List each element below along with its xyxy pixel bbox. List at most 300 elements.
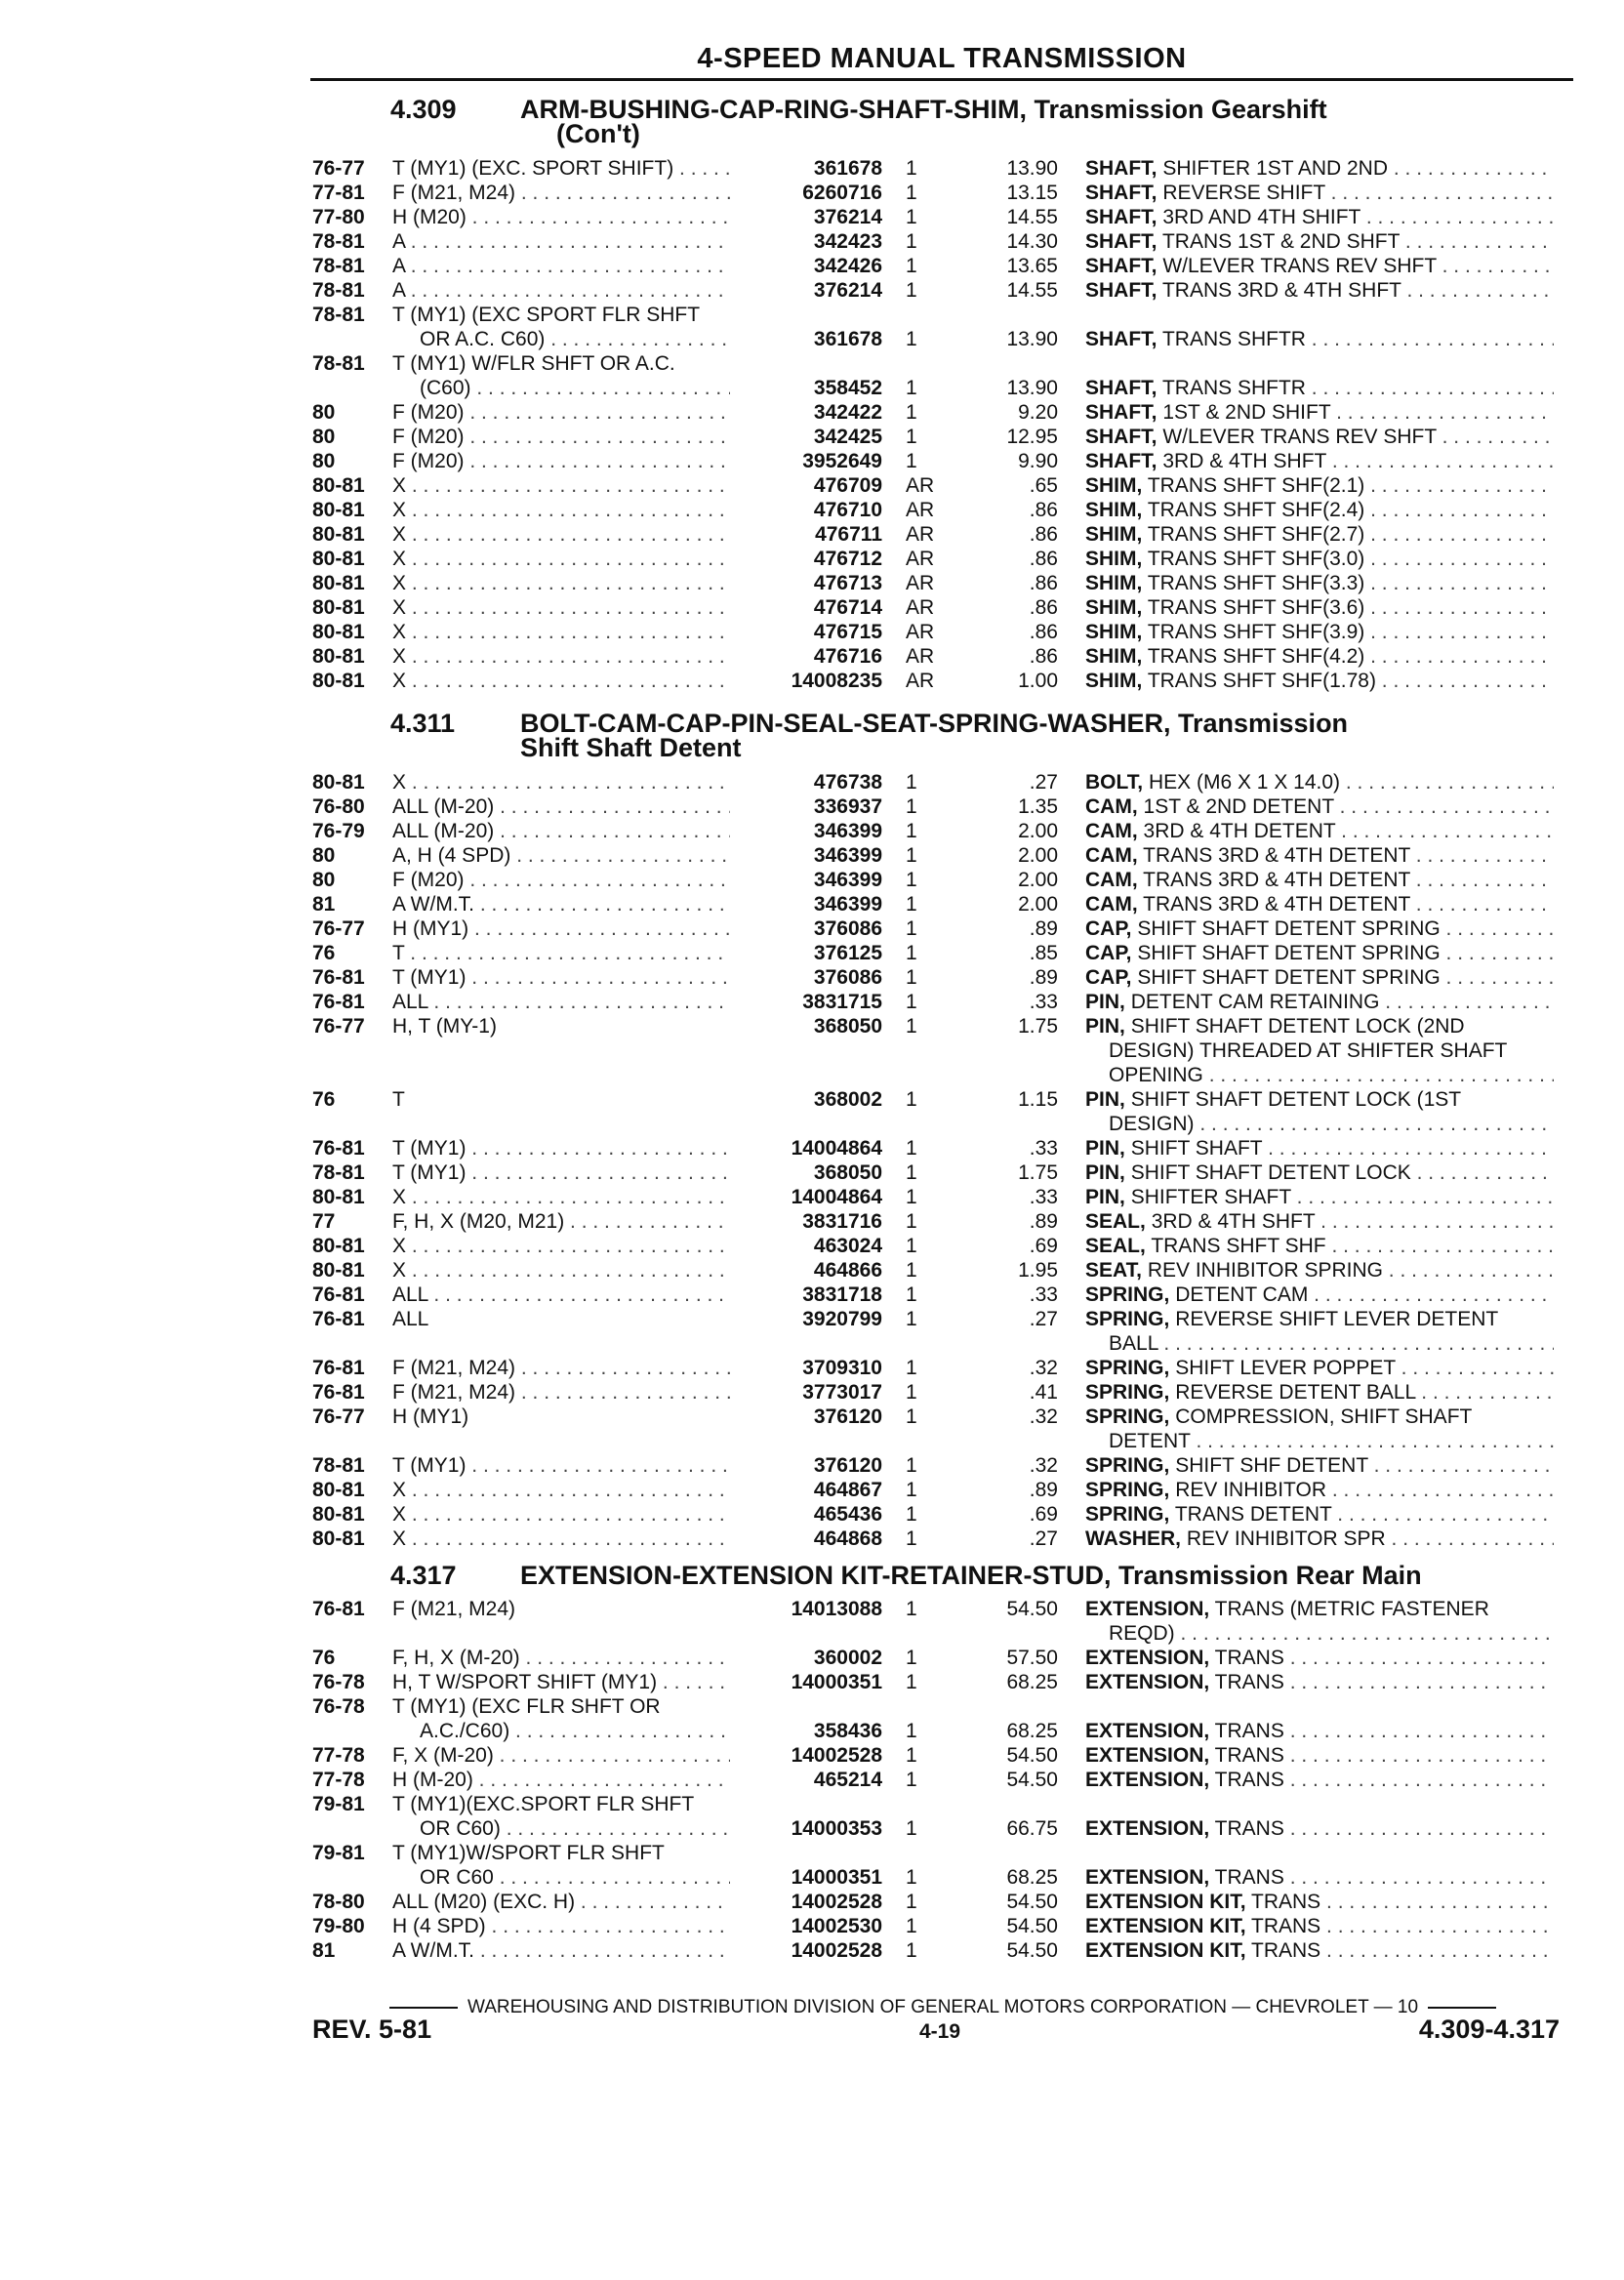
price: .86 xyxy=(1029,621,1058,643)
part-detail: TRANS xyxy=(1214,1720,1284,1742)
table-row xyxy=(0,794,1624,819)
part-description-text xyxy=(1085,328,1554,350)
model-usage-text: T (MY1) (EXC. SPORT SHIFT) . . . xyxy=(392,157,742,180)
part-detail: SHIFT SHAFT xyxy=(1130,1137,1263,1160)
page-number: 4-19 xyxy=(919,2020,961,2043)
part-number: 3709310 xyxy=(730,1356,882,1380)
part-description xyxy=(1085,571,1554,595)
model-usage xyxy=(392,1405,742,1429)
price: 2.00 xyxy=(1018,893,1058,916)
model-usage xyxy=(420,1719,769,1743)
table-row xyxy=(0,1356,1624,1380)
table-row xyxy=(0,303,1624,327)
part-detail: SHIFT SHAFT DETENT LOCK (1ST xyxy=(1130,1088,1462,1111)
part-detail: W/LEVER TRANS REV SHFT xyxy=(1162,426,1437,448)
part-name: PIN, xyxy=(1085,1137,1125,1160)
table-row xyxy=(0,1014,1624,1038)
price: .86 xyxy=(1029,523,1058,546)
part-description xyxy=(1085,1185,1554,1209)
table-row xyxy=(0,1136,1624,1160)
table-row xyxy=(0,473,1624,498)
part-description-text xyxy=(1109,1332,1554,1355)
price: .86 xyxy=(1029,596,1058,619)
part-detail: TRANS (METRIC FASTENER xyxy=(1214,1598,1489,1620)
table-row xyxy=(0,1792,1624,1816)
part-number: 476738 xyxy=(730,770,882,794)
part-number: 14002528 xyxy=(730,1890,882,1914)
part-name: CAM, xyxy=(1085,869,1138,891)
part-name: SHAFT, xyxy=(1085,450,1157,472)
model-year: 76-81 xyxy=(312,1381,365,1404)
quantity: 1 xyxy=(906,869,917,891)
part-description xyxy=(1109,1063,1554,1087)
price: .27 xyxy=(1029,771,1058,794)
part-description-text xyxy=(1085,1479,1554,1501)
quantity: AR xyxy=(906,670,935,692)
part-description-text xyxy=(1085,966,1554,989)
part-detail: TRANS 1ST & 2ND SHFT xyxy=(1161,230,1401,253)
part-description xyxy=(1085,449,1554,473)
part-number: 342423 xyxy=(730,229,882,254)
part-description-text xyxy=(1085,1283,1554,1306)
part-description-text xyxy=(1085,1939,1554,1962)
table-row xyxy=(0,1478,1624,1502)
part-name: CAP, xyxy=(1085,966,1132,989)
part-description xyxy=(1085,400,1554,425)
footer-dash-left xyxy=(389,2007,458,2009)
part-name: SEAT, xyxy=(1085,1259,1142,1282)
part-number: 476710 xyxy=(730,498,882,522)
model-usage xyxy=(392,965,742,990)
part-description-text xyxy=(1085,279,1554,302)
quantity: 1 xyxy=(906,1357,917,1379)
price: 13.90 xyxy=(1006,328,1058,350)
part-number: 476712 xyxy=(730,547,882,571)
model-year: 80-81 xyxy=(312,670,365,692)
part-detail: DETENT xyxy=(1109,1430,1191,1452)
part-detail: W/LEVER TRANS REV SHFT xyxy=(1162,255,1437,277)
part-description-text xyxy=(1085,1357,1554,1379)
part-detail: SHIFT SHF DETENT xyxy=(1175,1454,1368,1477)
price: .33 xyxy=(1029,991,1058,1013)
part-description-text xyxy=(1085,942,1554,964)
part-description-text xyxy=(1085,893,1554,916)
part-description xyxy=(1109,1621,1554,1646)
part-name: SHIM, xyxy=(1085,670,1143,692)
part-description-text xyxy=(1085,426,1554,448)
model-usage-text: H (MY1) xyxy=(392,1405,469,1428)
model-usage-text: T (MY1)(EXC.SPORT FLR SHFT xyxy=(392,1793,695,1815)
quantity: 1 xyxy=(906,991,917,1013)
part-description xyxy=(1085,843,1554,868)
part-number: 14000351 xyxy=(730,1670,882,1694)
model-usage-text: X . . . xyxy=(392,596,742,619)
quantity: AR xyxy=(906,621,935,643)
part-description xyxy=(1085,669,1554,693)
quantity: AR xyxy=(906,548,935,570)
part-detail: REV INHIBITOR SPR xyxy=(1186,1527,1386,1550)
price: .86 xyxy=(1029,645,1058,668)
part-number: 336937 xyxy=(730,794,882,819)
part-description xyxy=(1085,156,1554,181)
model-usage-text: ALL (M-20) . . . xyxy=(392,795,742,818)
part-description xyxy=(1085,1380,1554,1405)
part-name: SPRING, xyxy=(1085,1357,1170,1379)
part-detail: SHIFTER SHAFT xyxy=(1130,1186,1291,1208)
price: .33 xyxy=(1029,1137,1058,1160)
table-row xyxy=(0,892,1624,916)
table-row xyxy=(0,1719,1624,1743)
quantity: 1 xyxy=(906,328,917,350)
part-detail: TRANS xyxy=(1251,1939,1321,1962)
model-usage-text: F (M20) . . . xyxy=(392,450,742,472)
price: 1.15 xyxy=(1018,1088,1058,1111)
part-number: 463024 xyxy=(730,1234,882,1258)
model-usage-text: H, T W/SPORT SHIFT (MY1) . . . xyxy=(392,1671,742,1693)
part-description xyxy=(1109,1429,1554,1453)
part-detail: TRANS SHFT SHF(2.1) xyxy=(1147,474,1365,497)
part-number: 464866 xyxy=(730,1258,882,1282)
quantity: 1 xyxy=(906,255,917,277)
price: 2.00 xyxy=(1018,820,1058,842)
part-name: SHIM, xyxy=(1085,596,1143,619)
table-row xyxy=(0,1063,1624,1087)
model-usage-text: ALL xyxy=(392,1308,429,1330)
model-usage-text: F, X (M-20) . . . xyxy=(392,1744,742,1767)
model-usage xyxy=(392,770,742,794)
model-usage xyxy=(392,819,742,843)
part-description xyxy=(1085,1865,1554,1890)
part-description-text xyxy=(1085,206,1554,228)
model-year: 80-81 xyxy=(312,596,365,619)
price: .86 xyxy=(1029,548,1058,570)
part-description xyxy=(1085,498,1554,522)
model-usage-text: H (M-20) . . . xyxy=(392,1769,742,1791)
part-name: SPRING, xyxy=(1085,1479,1170,1501)
part-number: 3773017 xyxy=(730,1380,882,1405)
part-detail: DESIGN) xyxy=(1109,1113,1195,1135)
model-usage xyxy=(392,1160,742,1185)
model-year: 78-81 xyxy=(312,230,365,253)
table-row xyxy=(0,1502,1624,1527)
model-year: 76 xyxy=(312,1647,336,1669)
part-description xyxy=(1085,1719,1554,1743)
quantity: 1 xyxy=(906,1720,917,1742)
part-name: WASHER, xyxy=(1085,1527,1182,1550)
price: 2.00 xyxy=(1018,844,1058,867)
price: 13.90 xyxy=(1006,377,1058,399)
part-name: SHIM, xyxy=(1085,548,1143,570)
footer-dash-right xyxy=(1428,2007,1496,2009)
part-description xyxy=(1085,770,1554,794)
part-name: SPRING, xyxy=(1085,1308,1170,1330)
part-description xyxy=(1085,1136,1554,1160)
part-number: 368050 xyxy=(730,1014,882,1038)
model-usage-text: A W/M.T. . . . xyxy=(392,893,742,916)
part-description xyxy=(1085,473,1554,498)
part-name: SHAFT, xyxy=(1085,279,1157,302)
model-year: 79-81 xyxy=(312,1842,365,1864)
part-number: 376214 xyxy=(730,278,882,303)
model-usage xyxy=(392,473,742,498)
price: 66.75 xyxy=(1006,1817,1058,1840)
part-number: 476714 xyxy=(730,595,882,620)
price: 2.00 xyxy=(1018,869,1058,891)
model-usage xyxy=(392,229,742,254)
part-description xyxy=(1085,425,1554,449)
part-description-text xyxy=(1085,377,1554,399)
part-description-text xyxy=(1085,645,1554,668)
table-row xyxy=(0,1234,1624,1258)
part-number: 361678 xyxy=(730,327,882,351)
price: 68.25 xyxy=(1006,1866,1058,1889)
quantity: 1 xyxy=(906,795,917,818)
model-year: 78-81 xyxy=(312,304,365,326)
model-usage xyxy=(392,1307,742,1331)
quantity: 1 xyxy=(906,1671,917,1693)
table-row xyxy=(0,941,1624,965)
model-usage-text: X . . . xyxy=(392,499,742,521)
table-row xyxy=(0,669,1624,693)
part-description-text xyxy=(1085,182,1554,204)
model-usage-text: X . . . xyxy=(392,572,742,594)
part-description xyxy=(1085,376,1554,400)
part-description-text xyxy=(1085,869,1554,891)
model-year: 80-81 xyxy=(312,523,365,546)
table-row xyxy=(0,1307,1624,1331)
parts-table xyxy=(0,770,1624,1551)
model-usage-text: X . . . xyxy=(392,1186,742,1208)
part-name: SHIM, xyxy=(1085,572,1143,594)
part-name: PIN, xyxy=(1085,991,1125,1013)
part-detail: TRANS SHFT SHF(2.4) xyxy=(1147,499,1365,521)
quantity: 1 xyxy=(906,1503,917,1526)
part-number: 6260716 xyxy=(730,181,882,205)
part-description xyxy=(1085,941,1554,965)
part-name: EXTENSION, xyxy=(1085,1720,1210,1742)
model-usage xyxy=(392,522,742,547)
model-usage-text: OR C60) . . . xyxy=(420,1817,769,1840)
model-usage xyxy=(392,1136,742,1160)
model-usage-text: A . . . xyxy=(392,230,742,253)
part-number: 358452 xyxy=(730,376,882,400)
quantity: 1 xyxy=(906,893,917,916)
table-row xyxy=(0,990,1624,1014)
quantity: 1 xyxy=(906,820,917,842)
table-row xyxy=(0,1938,1624,1963)
part-name: CAP, xyxy=(1085,942,1132,964)
part-number: 14002528 xyxy=(730,1743,882,1768)
model-usage xyxy=(392,1914,742,1938)
part-number: 376120 xyxy=(730,1405,882,1429)
section-title: ARM-BUSHING-CAP-RING-SHAFT-SHIM, Transmission Gearshift xyxy=(520,95,1327,124)
part-description xyxy=(1085,794,1554,819)
part-name: BOLT, xyxy=(1085,771,1144,794)
model-year: 76 xyxy=(312,942,336,964)
part-detail: TRANS xyxy=(1251,1915,1321,1937)
part-description-text xyxy=(1109,1039,1507,1062)
section-number: 4.317 xyxy=(390,1561,457,1590)
part-number: 360002 xyxy=(730,1646,882,1670)
part-detail: TRANS SHFT SHF(2.7) xyxy=(1147,523,1365,546)
table-row xyxy=(0,965,1624,990)
part-detail: DETENT CAM xyxy=(1175,1283,1309,1306)
part-detail: REVERSE DETENT BALL xyxy=(1175,1381,1416,1404)
part-name: PIN, xyxy=(1085,1186,1125,1208)
part-detail: TRANS 3RD & 4TH DETENT xyxy=(1143,893,1410,916)
part-description-text xyxy=(1085,474,1554,497)
part-name: SHIM, xyxy=(1085,499,1143,521)
model-usage xyxy=(392,1646,742,1670)
table-row xyxy=(0,1112,1624,1136)
model-year: 81 xyxy=(312,1939,336,1962)
part-description-text xyxy=(1085,157,1554,180)
model-usage-text: F (M20) . . . xyxy=(392,869,742,891)
part-detail: TRANS xyxy=(1214,1744,1284,1767)
part-description-text xyxy=(1085,596,1554,619)
model-usage xyxy=(392,181,742,205)
model-usage xyxy=(392,1282,742,1307)
model-usage xyxy=(392,990,742,1014)
part-description xyxy=(1085,181,1554,205)
part-detail: TRANS 3RD & 4TH SHFT xyxy=(1161,279,1401,302)
model-usage xyxy=(392,1258,742,1282)
part-description-text xyxy=(1085,1527,1554,1550)
price: 14.30 xyxy=(1006,230,1058,253)
part-description xyxy=(1085,1816,1554,1841)
model-usage-text: F (M21, M24) . . . xyxy=(392,182,742,204)
part-description-text xyxy=(1085,401,1554,424)
part-description xyxy=(1085,1356,1554,1380)
model-usage-text: X . . . xyxy=(392,523,742,546)
part-description xyxy=(1085,965,1554,990)
part-detail: TRANS SHFT SHF(1.78) xyxy=(1147,670,1376,692)
model-usage-text: T (MY1)W/SPORT FLR SHFT xyxy=(392,1842,665,1864)
part-detail: TRANS SHFT SHF(3.6) xyxy=(1147,596,1365,619)
quantity: 1 xyxy=(906,450,917,472)
model-usage-text: A.C./C60) . . . xyxy=(420,1720,769,1742)
model-usage xyxy=(392,1597,742,1621)
part-description xyxy=(1085,1743,1554,1768)
part-detail: DESIGN) THREADED AT SHIFTER SHAFT xyxy=(1109,1039,1508,1062)
model-year: 77-78 xyxy=(312,1769,365,1791)
model-usage xyxy=(392,868,742,892)
price: .89 xyxy=(1029,917,1058,940)
section-heading xyxy=(0,95,1624,148)
part-number: 476711 xyxy=(730,522,882,547)
part-detail: HEX (M6 X 1 X 14.0) xyxy=(1148,771,1341,794)
part-number: 14008235 xyxy=(730,669,882,693)
part-description-text xyxy=(1085,1647,1554,1669)
model-year: 78-81 xyxy=(312,279,365,302)
part-detail: TRANS SHFTR xyxy=(1161,377,1306,399)
price: 54.50 xyxy=(1006,1891,1058,1913)
part-description xyxy=(1085,254,1554,278)
quantity: 1 xyxy=(906,279,917,302)
part-name: EXTENSION, xyxy=(1085,1647,1210,1669)
model-usage xyxy=(392,1185,742,1209)
part-number: 476716 xyxy=(730,644,882,669)
table-row xyxy=(0,1453,1624,1478)
model-usage-text: H, T (MY-1) xyxy=(392,1015,497,1038)
price: 13.15 xyxy=(1006,182,1058,204)
part-description-text xyxy=(1085,1598,1489,1620)
model-usage xyxy=(392,595,742,620)
model-usage-text: T (MY1) W/FLR SHFT OR A.C. xyxy=(392,352,675,375)
model-year: 80-81 xyxy=(312,621,365,643)
part-name: SHIM, xyxy=(1085,474,1143,497)
price: .32 xyxy=(1029,1405,1058,1428)
page-title: 4-SPEED MANUAL TRANSMISSION xyxy=(697,43,1187,74)
quantity: AR xyxy=(906,499,935,521)
part-name: SHAFT, xyxy=(1085,401,1157,424)
model-usage-text: X . . . xyxy=(392,771,742,794)
price: .33 xyxy=(1029,1283,1058,1306)
part-name: SHIM, xyxy=(1085,645,1143,668)
footer-division-line xyxy=(312,1997,1573,2018)
model-year: 78-81 xyxy=(312,1454,365,1477)
part-description-text xyxy=(1085,1210,1554,1233)
model-usage xyxy=(392,1478,742,1502)
quantity: 1 xyxy=(906,1527,917,1550)
model-usage-text: A W/M.T. . . . xyxy=(392,1939,742,1962)
quantity: 1 xyxy=(906,1939,917,1962)
model-usage-text: OR A.C. C60) . . . xyxy=(420,328,769,350)
table-row xyxy=(0,400,1624,425)
part-detail: OPENING xyxy=(1109,1064,1203,1086)
table-row xyxy=(0,770,1624,794)
model-year: 80 xyxy=(312,401,336,424)
part-number: 14013088 xyxy=(730,1597,882,1621)
model-usage-text: ALL . . . xyxy=(392,991,742,1013)
quantity: 1 xyxy=(906,771,917,794)
part-number: 14000353 xyxy=(730,1816,882,1841)
model-usage xyxy=(392,498,742,522)
table-row xyxy=(0,868,1624,892)
model-year: 76-77 xyxy=(312,917,365,940)
part-number: 14002530 xyxy=(730,1914,882,1938)
part-detail: 1ST & 2ND SHIFT xyxy=(1162,401,1331,424)
part-description xyxy=(1085,1014,1554,1038)
price: .27 xyxy=(1029,1527,1058,1550)
model-usage xyxy=(392,1841,742,1865)
price: 1.75 xyxy=(1018,1015,1058,1038)
model-usage-text: X . . . xyxy=(392,1527,742,1550)
model-usage-text: X . . . xyxy=(392,670,742,692)
part-detail: COMPRESSION, SHIFT SHAFT xyxy=(1175,1405,1473,1428)
part-description-text xyxy=(1085,1671,1554,1693)
quantity: 1 xyxy=(906,206,917,228)
part-name: EXTENSION KIT, xyxy=(1085,1939,1246,1962)
part-number: 376086 xyxy=(730,965,882,990)
part-detail: TRANS xyxy=(1214,1866,1284,1889)
quantity: 1 xyxy=(906,1137,917,1160)
table-row xyxy=(0,229,1624,254)
table-row xyxy=(0,620,1624,644)
model-year: 78-81 xyxy=(312,255,365,277)
model-year: 76-81 xyxy=(312,1357,365,1379)
part-description-text xyxy=(1109,1064,1554,1086)
model-usage-text: A . . . xyxy=(392,255,742,277)
part-number: 14004864 xyxy=(730,1185,882,1209)
price: 1.35 xyxy=(1018,795,1058,818)
model-usage-text: F (M20) . . . xyxy=(392,426,742,448)
price: 54.50 xyxy=(1006,1939,1058,1962)
model-year: 76-80 xyxy=(312,795,365,818)
price: .69 xyxy=(1029,1235,1058,1257)
model-usage-text: X . . . xyxy=(392,621,742,643)
model-usage xyxy=(392,941,742,965)
